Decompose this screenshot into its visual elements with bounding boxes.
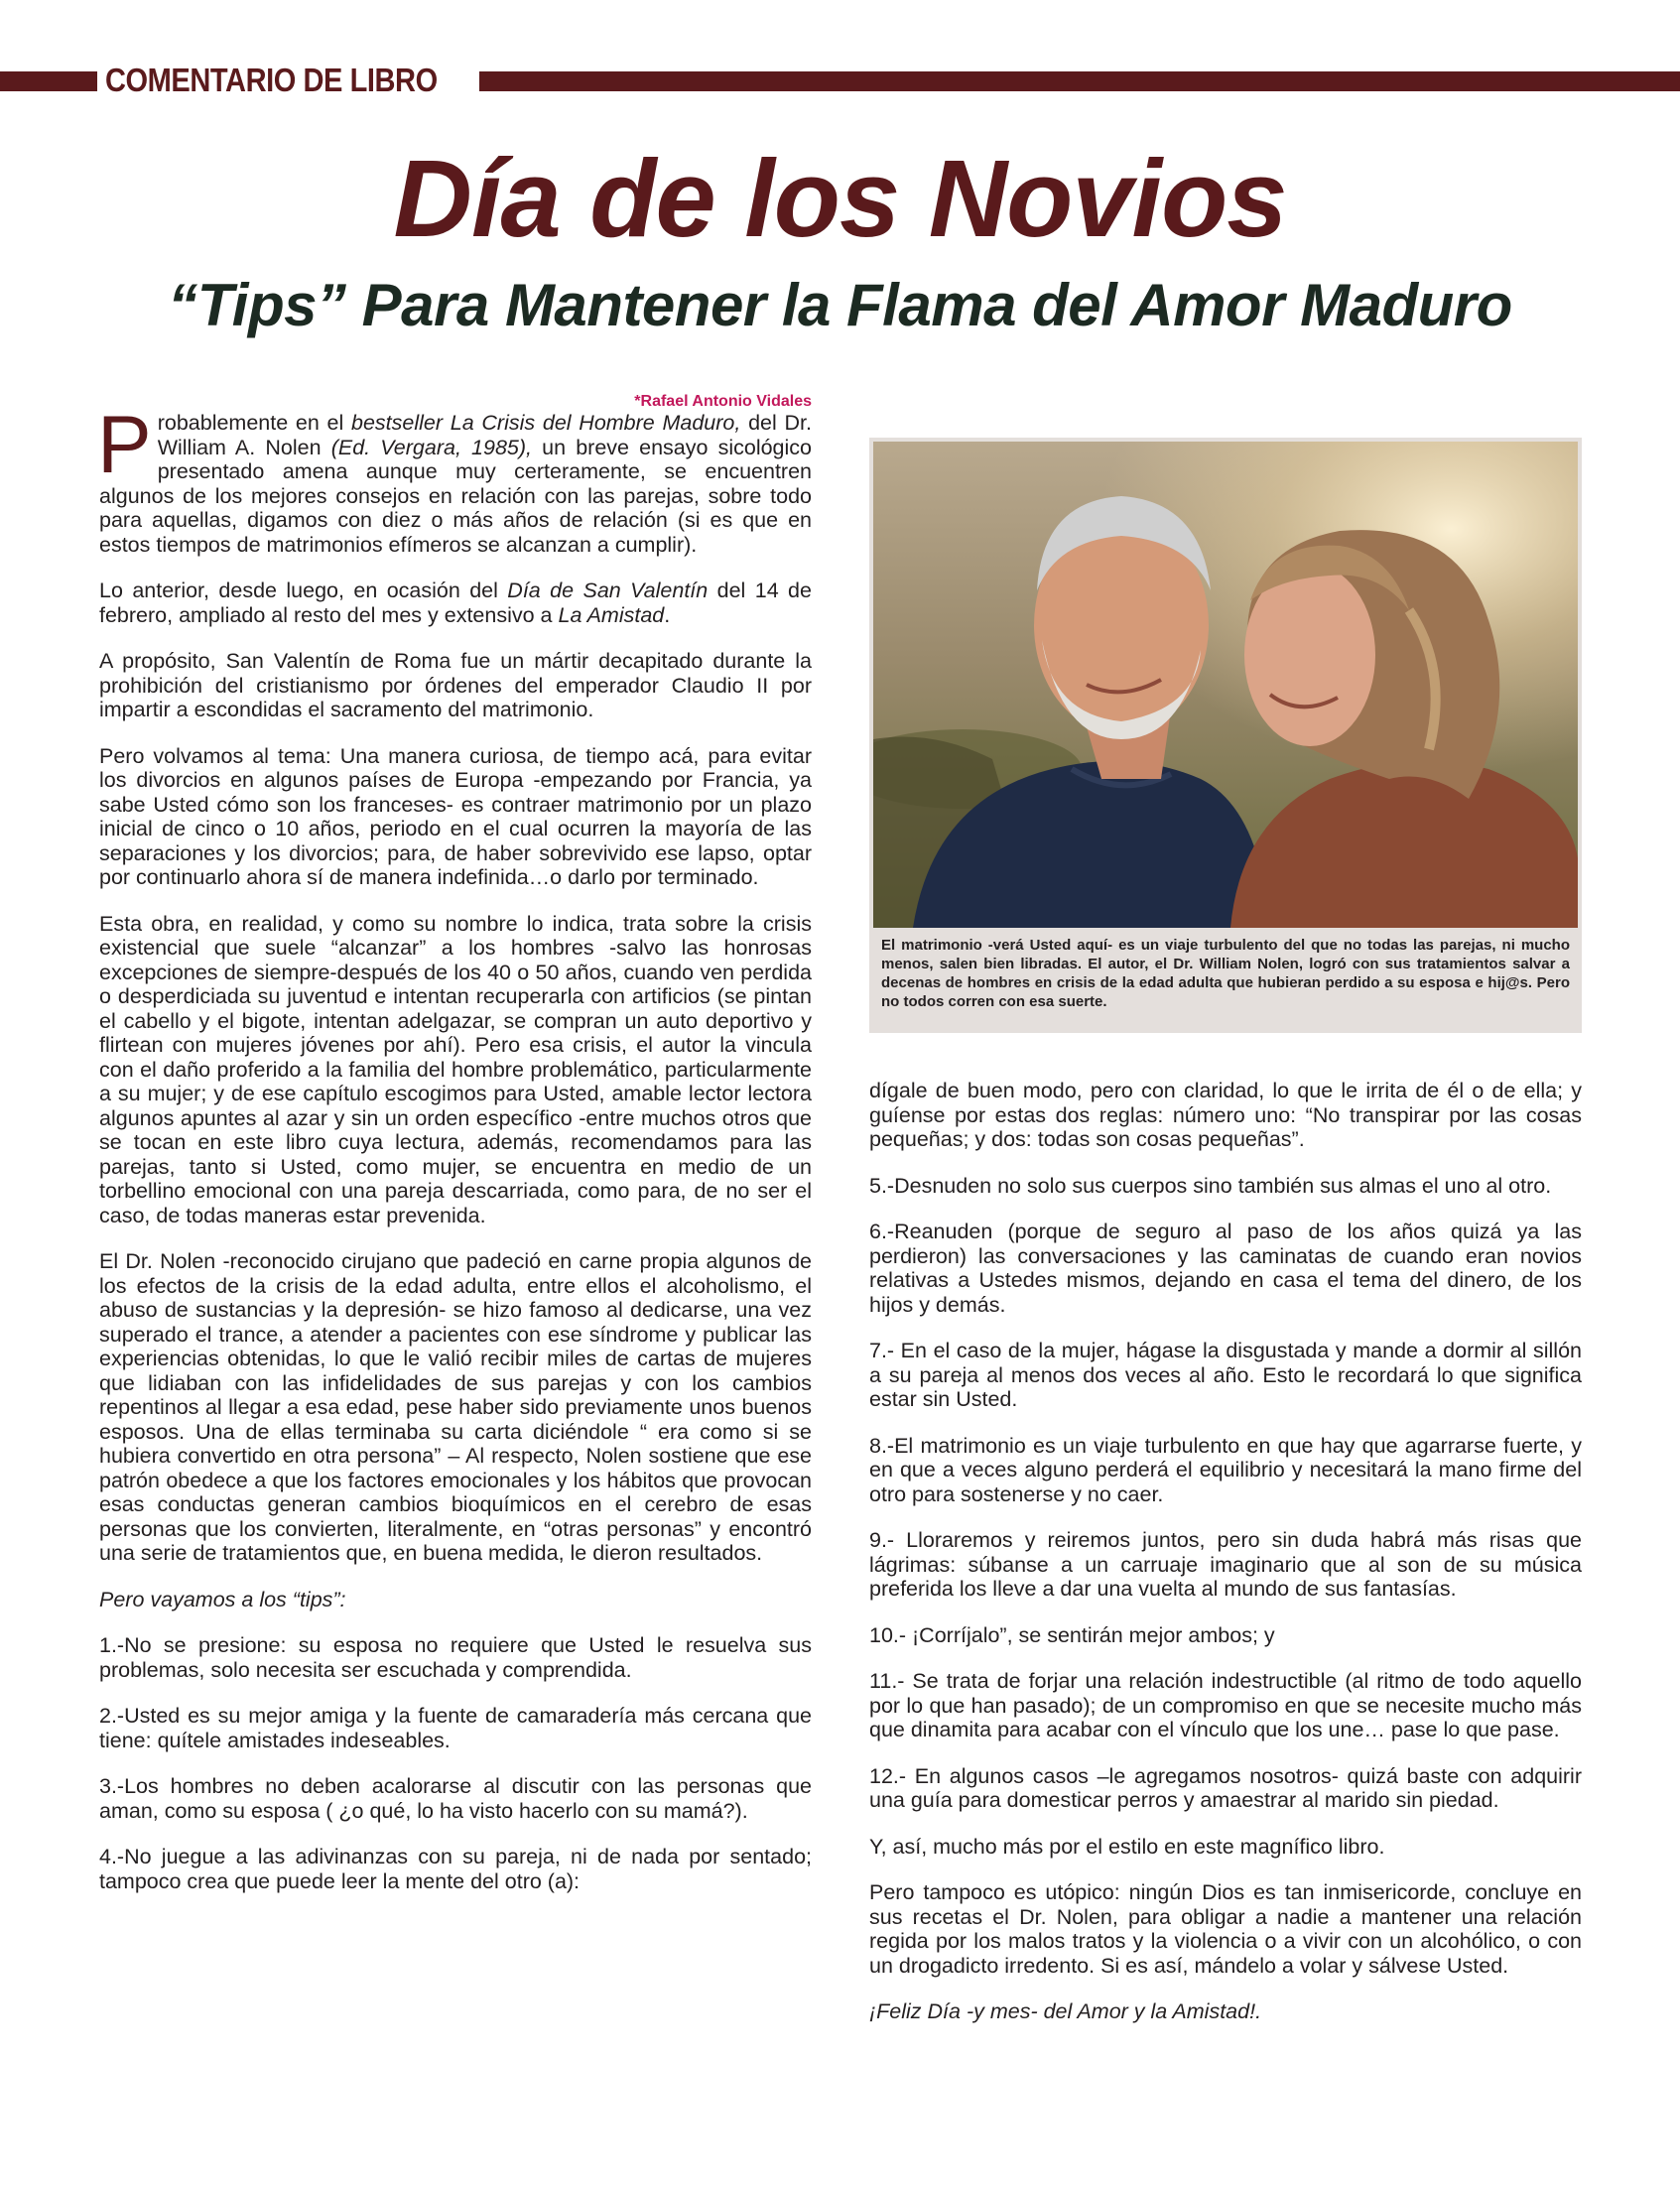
tip-item: 11.- Se trata de forjar una relación indestructible (al ritmo de todo aquello por lo que han pasado); de un compromiso en que se necesite mucho más que dinamita para acabar con el vínculo que los une… pase lo que pase. xyxy=(869,1669,1582,1741)
section-header-bar xyxy=(0,62,1680,98)
header-rule-left xyxy=(0,71,97,91)
intro-paragraph: Probablemente en el bestseller La Crisis del Hombre Maduro, del Dr. William A. Nolen (Ed. Vergara, 1985), un breve ensayo sicológico presentado amena aunque muy certeramente, se encuentren algunos de los mejores consejos en relación con las parejas, sobre todo para aquellas, digamos con diez o más años de relación (si es que en estos tiempos de matrimonios efímeros se alcanzan a cumplir). xyxy=(97,400,812,557)
tip-item: 1.-No se presione: su esposa no requiere que Usted le resuelva sus problemas, solo necesita ser escuchada y comprendida. xyxy=(99,1633,812,1682)
paragraph: A propósito, San Valentín de Roma fue un mártir decapitado durante la prohibición del cristianismo por órdenes del emperador Claudio II por impartir a escondidas el sacramento del matrimonio. xyxy=(99,649,812,721)
author-byline: *Rafael Antonio Vidales xyxy=(634,393,812,410)
tips-intro: Pero vayamos a los “tips”: xyxy=(99,1587,346,1611)
section-label: COMENTARIO DE LIBRO xyxy=(105,62,438,98)
paragraph: Y, así, mucho más por el estilo en este magnífico libro. xyxy=(869,1834,1385,1859)
header-rule-right xyxy=(479,71,1680,91)
paragraph: Esta obra, en realidad, y como su nombre lo indica, trata sobre la crisis existencial que suele “alcanzar” a los hombres -salvo las honrosas excepciones de siempre-después de los 40 o 50 años, cuando ven perdida o desperdiciada su juventud e intentan recuperarla con artificios (se pintan el cabello y el bigote, intentan adelgazar, se compran un auto deportivo y flirtean con mujeres jóvenes por ahí). Pero esa crisis, el autor la vincula con el daño proferido a la familia del hombre problemático, particularmente a su mujer; y de ese capítulo escogimos para Usted, amable lector lectora algunos apuntes al azar y sin un orden específico -entre muchos otros que se tocan en este libro cuya lectura, además, recomendamos para las parejas, tanto si Usted, como mujer, se encuentra en medio de un torbellino emocional con una pareja descarriada, como para, de no ser el caso, de todas maneras estar prevenida. xyxy=(99,911,812,1227)
photo-caption: El matrimonio -verá Usted aquí- es un viaje turbulento del que no todas las parejas, ni mucho menos, salen bien libradas. El autor, el Dr. William Nolen, logró con sus tratamientos salvar a decenas de hombres en crisis de la edad adulta que hubieran perdido a su esposa e hij@s. Pero no todos corren con esa suerte. xyxy=(881,937,1570,1010)
tip-item: 12.- En algunos casos –le agregamos nosotros- quizá baste con adquirir una guía para domesticar perros y amaestrar al marido sin piedad. xyxy=(869,1763,1582,1812)
photo-figure xyxy=(869,438,1582,1033)
tip-item: 2.-Usted es su mejor amiga y la fuente de camaradería más cercana que tiene: quítele amistades indeseables. xyxy=(99,1704,812,1752)
couple-photo-illustration xyxy=(873,442,1578,928)
closing-line: ¡Feliz Día -y mes- del Amor y la Amistad!. xyxy=(869,1999,1262,2023)
tip-item: 4.-No juegue a las adivinanzas con su pareja, ni de nada por sentado; tampoco crea que puede leer la mente del otro (a): xyxy=(99,1845,812,1893)
tip-item: 10.- ¡Corríjalo”, se sentirán mejor ambos; y xyxy=(869,1622,1275,1647)
tip-item: 9.- Lloraremos y reiremos juntos, pero sin duda habrá más risas que lágrimas: súbanse a un carruaje imaginario que al son de su música preferida los lleve a dar una vuelta al mundo de sus fantasías. xyxy=(869,1528,1582,1601)
article-column-right xyxy=(869,1079,1582,2046)
tip-item: dígale de buen modo, pero con claridad, lo que le irrita de él o de ella; y guíense por estas dos reglas: número uno: “No transpirar por las cosas pequeñas; y dos: todas son cosas pequeñas”. xyxy=(869,1079,1582,1151)
article-subtitle: “Tips” Para Mantener la Flama del Amor Maduro xyxy=(168,272,1512,338)
tip-item: 3.-Los hombres no deben acalorarse al discutir con las personas que aman, como su esposa ( ¿o qué, lo ha visto hacerlo con su mamá?). xyxy=(99,1774,812,1823)
tip-item: 7.- En el caso de la mujer, hágase la disgustada y mande a dormir al sillón a su pareja al menos dos veces al año. Esto le recordará lo que significa estar sin Usted. xyxy=(869,1339,1582,1411)
couple-photo xyxy=(873,442,1578,928)
drop-cap: P xyxy=(97,400,152,490)
article-title: Día de los Novios xyxy=(393,138,1287,260)
tip-item: 6.-Reanuden (porque de seguro al paso de los años quizá ya las perdieron) las conversaciones y las caminatas de cuando eran novios relativas a Ustedes mismos, dejando en casa el tema del dinero, de los hijos y demás. xyxy=(869,1220,1582,1317)
paragraph: Pero volvamos al tema: Una manera curiosa, de tiempo acá, para evitar los divorcios en algunos países de Europa -empezando por Francia, ya sabe Usted cómo son los franceses- es contraer matrimonio por un plazo inicial de cinco o 10 años, periodo en el cual ocurren la mayoría de las separaciones y los divorcios; para, de haber sobrevivido ese lapso, optar por continuarlo ahora sí de manera indefinida…o darlo por terminado. xyxy=(99,743,812,889)
paragraph: Pero tampoco es utópico: ningún Dios es tan inmisericorde, concluye en sus recetas el Dr. Nolen, para obligar a nadie a mantener una relación regida por los malos tratos y la violencia o a vivir con un alcohólico, o con un drogadicto irredento. Si es así, mándelo a volar y sálvese Usted. xyxy=(869,1880,1582,1978)
tip-item: 8.-El matrimonio es un viaje turbulento en que hay que agarrarse fuerte, y en que a veces alguno perderá el equilibrio y necesitará la mano firme del otro para sostenerse y no caer. xyxy=(869,1433,1582,1506)
paragraph: El Dr. Nolen -reconocido cirujano que padeció en carne propia algunos de los efectos de la crisis de la edad adulta, entre ellos el alcoholismo, el abuso de sustancias y la depresión- se hizo famoso al dedicarse, una vez superado el trance, a atender a pacientes con ese síndrome y publicar las experiencias obtenidas, lo que le valió recibir miles de cartas de mujeres que lidiaban con las infidelidades de sus parejas y con los cambios repentinos al llegar a esa edad, pese haber sido previamente unos buenos esposos. Una de ellas terminaba su carta diciéndole “ era como si se hubiera convertido en otra persona” – Al respecto, Nolen sostiene que ese patrón obedece a que los factores emocionales y los hábitos que provocan esas conductas generan cambios bioquímicos en el cerebro de esas personas que los convierten, literalmente, en “otras personas” y encontró una serie de tratamientos que, en buena medida, le dieron resultados. xyxy=(99,1249,812,1565)
tip-item: 5.-Desnuden no solo sus cuerpos sino también sus almas el uno al otro. xyxy=(869,1173,1552,1198)
paragraph: Lo anterior, desde luego, en ocasión del Día de San Valentín del 14 de febrero, ampliado al resto del mes y extensivo a La Amistad. xyxy=(99,579,812,627)
